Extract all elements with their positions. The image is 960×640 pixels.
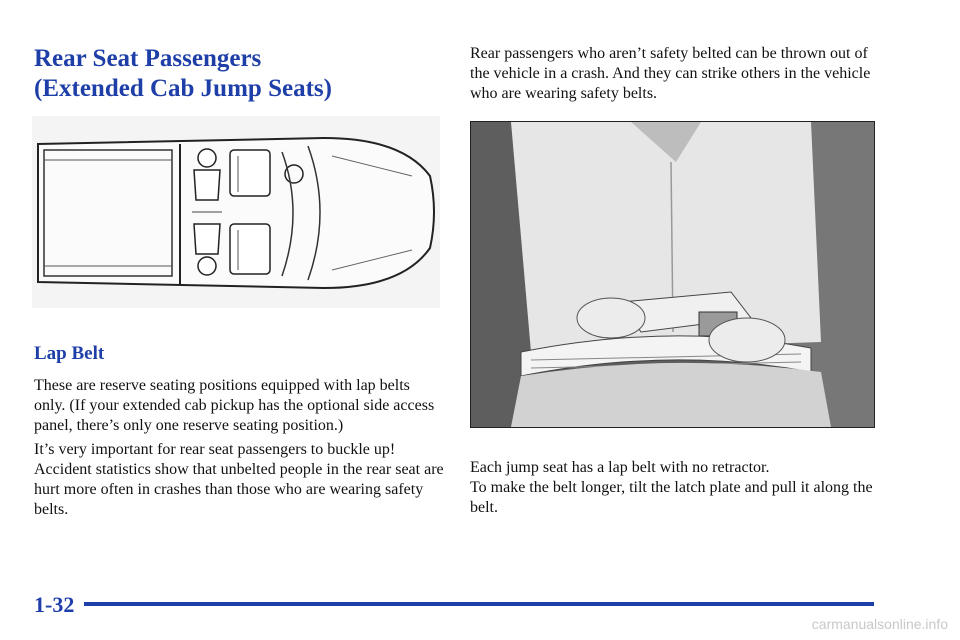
page-number: 1-32 bbox=[34, 592, 75, 617]
lap-belt-paragraph-2: It’s very important for rear seat passengers to buckle up! Accident statistics show that unbelted people in the rear seat are hurt more often in crashes than those who are wearing safety belts. bbox=[34, 441, 444, 518]
lap-belt-heading: Lap Belt bbox=[34, 343, 105, 364]
rear-passenger-warning-text: Rear passengers who aren’t safety belted can be thrown out of the vehicle in a crash. And they can strike others in the vehicle who are wearing safety belts. bbox=[470, 45, 871, 102]
footer-divider bbox=[84, 602, 874, 606]
lap-belt-paragraph-1: These are reserve seating positions equipped with lap belts only. (If your extended cab pickup has the optional side access panel, there’s only one reserve seating position.) bbox=[34, 377, 435, 434]
car-seating-diagram bbox=[32, 116, 440, 308]
jump-seat-line-2: To make the belt longer, tilt the latch plate and pull it along the belt. bbox=[470, 479, 873, 516]
lap-belt-photo bbox=[470, 121, 875, 428]
lap-belt-illustration-icon bbox=[471, 122, 874, 427]
section-heading bbox=[34, 44, 434, 104]
watermark: carmanualsonline.info bbox=[811, 616, 948, 632]
section-heading-line1: Rear Seat Passengers bbox=[34, 45, 262, 72]
jump-seat-instructions bbox=[470, 458, 880, 518]
section-heading-line2: (Extended Cab Jump Seats) bbox=[34, 75, 332, 102]
car-seating-diagram-icon bbox=[32, 116, 440, 308]
jump-seat-line-1: Each jump seat has a lap belt with no retractor. bbox=[470, 459, 770, 476]
